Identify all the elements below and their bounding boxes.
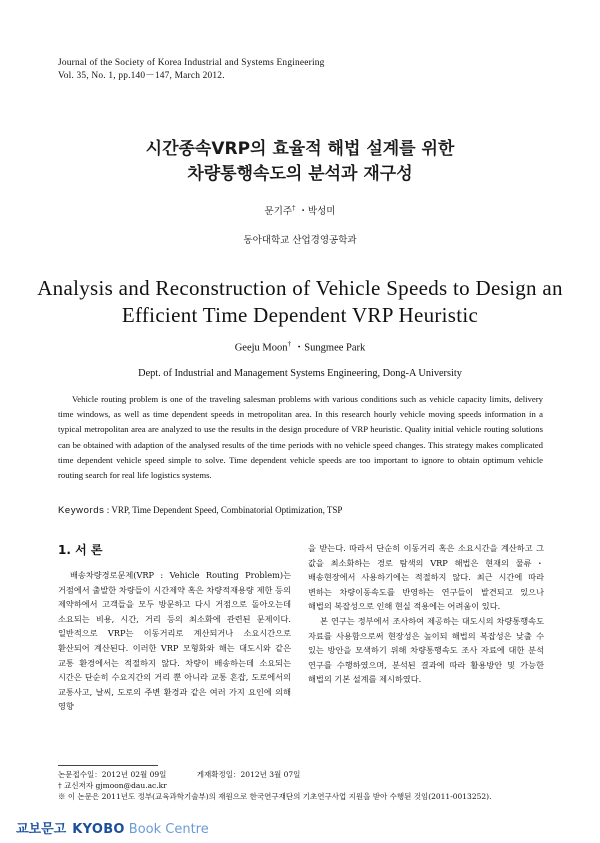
body-paragraph: 본 연구는 정부에서 조사하여 제공하는 대도시의 차량통행속도 자료를 사용함으로써 현장성은 높이되 해법의 복잡성은 낮출 수 있는 방안을 모색하기 위해 차량통행속도 조사 자료에 대한 분석 연구를 수행하였으며, 분석된 결과에 따라 활용방안 및 가능한 해법의 기본 설계를 제시하였다. [308,615,544,685]
body-paragraph: 을 받는다. 따라서 단순히 이동거리 혹은 소요시간을 계산하고 그 값을 최소화하는 경로 탐색의 VRP 해법은 현재의 물류・배송현장에서 사용하기에는 적절하지 않다. 최근 시간에 따라 변하는 차량이동속도를 반영하는 연구들이 발견되고 있으나 해법의 복잡성으로 인해 현실 적용에는 어려움이 있다. [308,543,544,612]
footnote-divider [58,765,158,766]
korean-title-line2: 차량통행속도의 분석과 재구성 [187,164,413,184]
kyobo-logo [16,818,209,837]
brand-english: KYOBO [72,822,125,837]
keywords-label: Keywords [58,505,105,516]
brand-korean: 교보문고 [16,822,67,837]
english-title [0,275,600,329]
brand-subtitle: Book Centre [128,822,209,837]
keywords [58,505,342,516]
korean-author-2: ・박성미 [295,206,336,217]
english-authors [0,339,600,355]
english-affiliation: Dept. of Industrial and Management Systems Engineering, Dong-A University [138,368,462,379]
corresponding-author: † 교신저자 gjmoon@dau.ac.kr [58,781,167,790]
korean-authors [0,203,600,217]
korean-author-1: 문기주 [264,206,293,217]
abstract: Vehicle routing problem is one of the traveling salesman problems with various conditions such as vehicle capacity limits, delivery time windows, as well as time dependent speeds in metropolitan area. In this research hourly vehicle moving speeds information in a typical metropolitan area are analyzed to use the results in the design procedure of VRP heuristic. Quality initial vehicle routing solutions can be obtained with adaption of the analysed results of the time periods with no vehicle speed changes. This strategy makes complicated time dependent vehicle speed simple to solve. Time dependent vehicle speeds are too important to ignore to obtain optimum vehicle routing search for real life logistics systems. [58,394,543,481]
english-title-line2: Efficient Time Dependent VRP Heuristic [121,303,479,327]
english-author-1: Geeju Moon [234,342,288,354]
journal-volume: Vol. 35, No. 1, pp.140－147, March 2012. [58,71,225,81]
section-heading: 1. 서 론 [58,543,103,557]
journal-name: Journal of the Society of Korea Industrial and Systems Engineering [58,58,325,68]
corresponding-mark: † [292,203,296,212]
body-column-left [58,568,291,714]
english-title-line1: Analysis and Reconstruction of Vehicle Speeds to Design an [37,276,563,300]
korean-title-line1: 시간종속VRP의 효율적 해법 설계를 위한 [145,139,455,159]
korean-title [0,137,600,187]
received-date: 논문접수일：2012년 02월 09일 [58,770,167,779]
keywords-text: VRP, Time Dependent Speed, Combinatorial Optimization, TSP [111,505,343,515]
funding-note: ※ 이 논문은 2011년도 정부(교육과학기술부)의 재원으로 한국연구재단의 기초연구사업 지원을 받아 수행된 것임(2011-0013252). [58,792,492,801]
body-column-right [308,541,544,687]
journal-header [58,57,325,83]
english-author-2: ・Sungmee Park [291,342,366,354]
accepted-date: 게재확정일：2012년 3월 07일 [196,770,301,779]
korean-affiliation: 동아대학교 산업경영공학과 [243,235,357,246]
footnotes [58,769,491,802]
keywords-separator: : [104,505,112,515]
corresponding-mark: † [287,339,292,348]
footnote-dates [58,769,491,780]
body-paragraph: 배송차량경로문제(VRP : Vehicle Routing Problem)는 거점에서 출발한 차량들이 시간제약 혹은 차량적재용량 제한 등의 제약하에서 고객들을 모두 방문하고 다시 거점으로 돌아오는데 소요되는 비용, 시간, 거리 등의 최소화에 관련된 문제이다. 일반적으로 VRP는 이동거리로 계산되거나 소요시간으로 환산되어 계산된다. 이러한 VRP 모형화와 해는 대도시와 같은 교통 환경에서는 적절하지 않다. 차량이 배송하는데 소요되는 시간은 단순히 수요지간의 거리 뿐 아니라 교통 혼잡, 도로에서의 교통사고, 날씨, 도로의 주변 환경과 같은 여러 가지 요인에 의해 영향 [58,570,291,712]
